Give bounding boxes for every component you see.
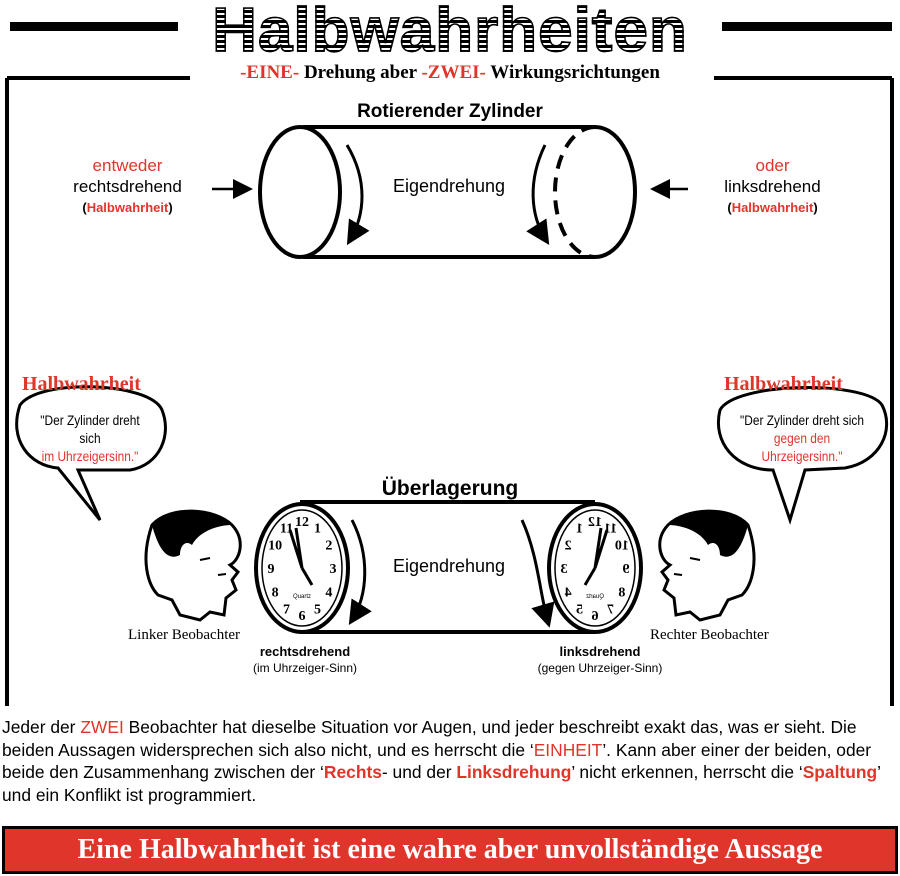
- clock-numeral: 2: [564, 538, 572, 554]
- subtitle-zwei: -ZWEI-: [421, 62, 486, 83]
- rotation-arrow-right-bottom: [522, 520, 548, 622]
- left-halbwahrheit-tag: Halbwahrheit: [86, 200, 169, 215]
- top-diagram-title: Rotierender Zylinder: [357, 101, 543, 122]
- clock-numeral: 10: [614, 538, 629, 554]
- paren-close: ): [168, 200, 173, 215]
- clock-brand: Quartz: [292, 594, 312, 600]
- clock-numeral: 11: [279, 521, 294, 537]
- clock-numeral: 4: [325, 585, 333, 601]
- conclusion-banner: Eine Halbwahrheit ist eine wahre aber unvollständige Aussage: [2, 826, 898, 874]
- right-halbwahrheit-heading: Halbwahrheit: [724, 373, 843, 395]
- para-s5: ’. Kann aber einer der beiden, oder beide den Zusammenhang zwischen der ‘: [2, 739, 872, 783]
- bottom-diagram-title: Überlagerung: [381, 477, 519, 500]
- para-spaltung: Spaltung: [802, 762, 878, 783]
- left-rotation-caption: [225, 644, 385, 676]
- left-caption-sub: (im Uhrzeiger-Sinn): [252, 661, 358, 675]
- left-quote: [31, 411, 150, 465]
- right-direction-label: [685, 155, 860, 218]
- right-halbwahrheit-tag: Halbwahrheit: [731, 200, 814, 215]
- clock-brand: Quartz: [585, 594, 605, 600]
- rotation-arrow-left-bottom: [352, 520, 365, 620]
- left-direction-label: [40, 155, 215, 218]
- clock-numeral: 12: [295, 515, 309, 530]
- bottom-center-label: Eigendrehung: [392, 556, 506, 576]
- right-quote: [734, 411, 870, 465]
- right-observer-name: Rechter Beobachter: [650, 627, 769, 643]
- clock-numeral: 7: [607, 602, 614, 618]
- left-quote-line2: im Uhrzeigersinn.": [41, 448, 139, 464]
- clock-numeral: 10: [268, 538, 283, 554]
- right-direction-name: linksdrehend: [724, 177, 821, 196]
- clock-numeral: 12: [588, 515, 602, 530]
- right-caption-bold: linksdrehend: [559, 644, 641, 659]
- paren-open: (: [82, 200, 87, 215]
- paren-close: ): [813, 200, 818, 215]
- paren-open: (: [727, 200, 732, 215]
- para-s3: Beobachter hat dieselbe Situation vor Augen, und jeder beschreibt exakt das, was er sieht. Die beiden Aussagen widersprechen sich also nicht, und es herrscht die ‘: [2, 717, 857, 760]
- left-halbwahrheit-heading: Halbwahrheit: [22, 373, 141, 395]
- left-direction-name: rechtsdrehend: [73, 177, 182, 196]
- clock-numeral: 8: [618, 585, 626, 601]
- right-quote-line1: "Der Zylinder dreht sich: [740, 412, 864, 428]
- para-s7: - und der: [381, 762, 457, 783]
- clock-numeral: 1: [314, 521, 321, 537]
- rotation-arrow-left: [347, 145, 362, 240]
- clock-numeral: 11: [603, 521, 618, 537]
- clock-numeral: 4: [564, 585, 572, 601]
- top-center-label: Eigendrehung: [392, 176, 506, 196]
- clock-numeral: 9: [622, 562, 630, 577]
- clock-numeral: 9: [267, 562, 275, 577]
- clock-numeral: 2: [325, 538, 333, 554]
- clock-numeral: 3: [329, 562, 337, 577]
- para-einheit: EINHEIT: [533, 739, 603, 760]
- para-s1: Jeder der: [2, 717, 81, 737]
- left-caption-bold: rechtsdrehend: [259, 644, 351, 659]
- para-linksdrehung: Linksdrehung: [456, 762, 572, 783]
- page-title: Halbwahrheiten: [0, 0, 900, 62]
- para-s9: ’ nicht erkennen, herrscht die ‘: [571, 762, 803, 783]
- para-zwei: ZWEI: [80, 717, 124, 737]
- right-quote-line2: gegen den Uhrzeigersinn.": [761, 430, 843, 464]
- clock-numeral: 6: [591, 609, 599, 624]
- clock-numeral: 1: [576, 521, 583, 537]
- para-s11: ’ und ein Konflikt ist programmiert.: [2, 762, 881, 805]
- clock-numeral: 5: [314, 602, 321, 618]
- right-red-label: oder: [755, 156, 790, 175]
- right-caption-sub: (gegen Uhrzeiger-Sinn): [537, 661, 663, 675]
- left-observer-name: Linker Beobachter: [128, 627, 241, 643]
- clock-numeral: 3: [560, 562, 568, 577]
- right-rotation-caption: [515, 644, 685, 676]
- subtitle-mid: Drehung aber: [299, 62, 422, 83]
- left-observer-head-icon: [146, 511, 240, 620]
- explanation-paragraph: [2, 716, 898, 806]
- clock-numeral: 8: [271, 585, 279, 601]
- clock-numeral: 7: [283, 602, 290, 618]
- clock-numeral: 6: [298, 609, 306, 624]
- clock-numeral: 5: [576, 602, 583, 618]
- subtitle-end: Wirkungsrichtungen: [485, 62, 660, 83]
- left-quote-line1: "Der Zylinder dreht sich: [40, 412, 140, 446]
- subtitle-eine: -EINE-: [240, 62, 300, 83]
- left-red-label: entweder: [92, 156, 163, 175]
- rotation-arrow-right: [533, 145, 546, 240]
- right-observer-head-icon: [660, 511, 754, 620]
- para-rechts: Rechts: [323, 762, 382, 783]
